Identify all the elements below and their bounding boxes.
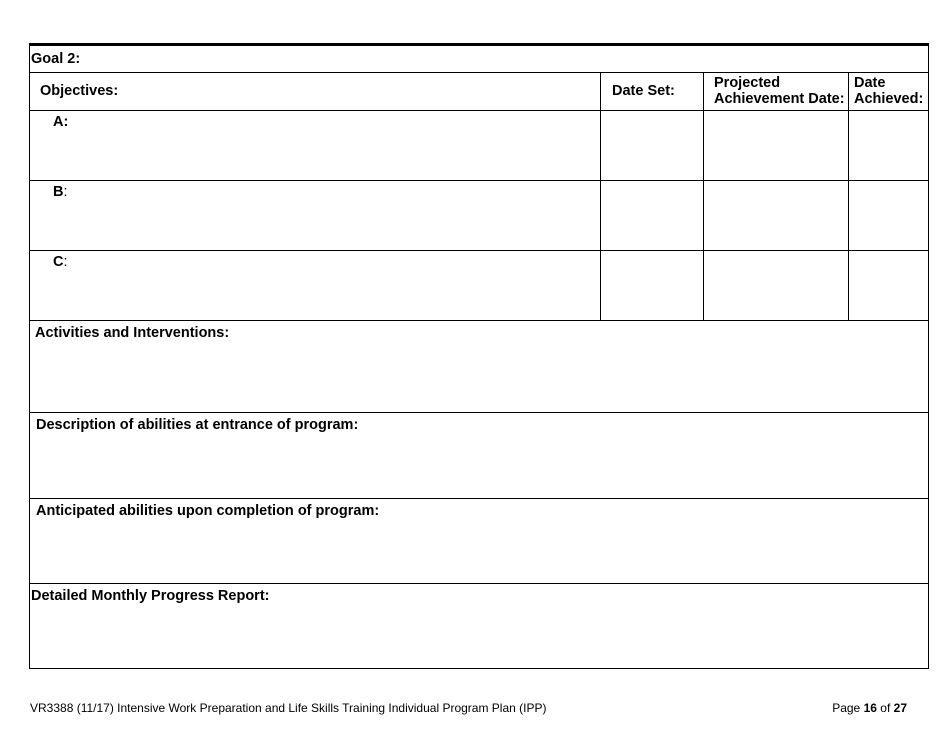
objectives-header-row xyxy=(30,73,928,111)
objective-c-projected-date-field[interactable] xyxy=(704,251,849,320)
date-set-header: Date Set: xyxy=(601,73,704,110)
objective-b-colon: : xyxy=(63,184,68,200)
objective-c-date-achieved-field[interactable] xyxy=(849,251,928,320)
monthly-progress-row xyxy=(30,584,928,668)
projected-achievement-date-header xyxy=(704,73,849,110)
objective-a-field[interactable] xyxy=(30,111,601,180)
objective-a-date-set-field[interactable] xyxy=(601,111,704,180)
page-total: 27 xyxy=(893,701,907,715)
anticipated-row xyxy=(30,499,928,584)
goal-label: Goal 2: xyxy=(31,51,81,67)
objective-a-colon: : xyxy=(63,114,69,130)
activities-label: Activities and Interventions: xyxy=(35,325,230,341)
objective-row-c xyxy=(30,251,928,321)
objective-row-b xyxy=(30,181,928,251)
objective-c-letter: C xyxy=(53,254,64,270)
date-achieved-header xyxy=(849,73,928,110)
footer-form-id: VR3388 (11/17) Intensive Work Preparation and Life Skills Training Individual Program Plan (IPP) xyxy=(30,701,547,715)
objective-b-date-set-field[interactable] xyxy=(601,181,704,250)
description-label: Description of abilities at entrance of program: xyxy=(36,417,359,433)
activities-field[interactable] xyxy=(30,321,928,412)
objective-a-letter: A xyxy=(53,114,64,130)
footer-page-number xyxy=(832,701,907,715)
objective-c-field[interactable] xyxy=(30,251,601,320)
monthly-progress-field[interactable] xyxy=(30,584,928,668)
goal-form xyxy=(29,43,929,669)
page-word: Page xyxy=(832,701,861,715)
page-of: of xyxy=(880,701,891,715)
monthly-progress-label: Detailed Monthly Progress Report: xyxy=(31,588,270,604)
objective-a-projected-date-field[interactable] xyxy=(704,111,849,180)
objective-a-date-achieved-field[interactable] xyxy=(849,111,928,180)
objective-b-date-achieved-field[interactable] xyxy=(849,181,928,250)
anticipated-label: Anticipated abilities upon completion of program: xyxy=(36,503,380,519)
page-current: 16 xyxy=(863,701,877,715)
projected-line2: Achievement Date: xyxy=(714,91,845,107)
objective-b-projected-date-field[interactable] xyxy=(704,181,849,250)
objective-row-a xyxy=(30,111,928,181)
achieved-line1: Date xyxy=(854,75,886,91)
achieved-line2: Achieved: xyxy=(854,91,924,107)
projected-line1: Projected xyxy=(714,75,781,91)
objective-c-colon: : xyxy=(63,254,68,270)
objective-b-field[interactable] xyxy=(30,181,601,250)
description-field[interactable] xyxy=(30,413,928,498)
activities-row xyxy=(30,321,928,413)
objective-b-letter: B xyxy=(53,184,64,200)
description-row xyxy=(30,413,928,499)
objectives-header: Objectives: xyxy=(30,73,601,110)
anticipated-field[interactable] xyxy=(30,499,928,583)
objective-c-date-set-field[interactable] xyxy=(601,251,704,320)
goal-row xyxy=(30,46,928,73)
